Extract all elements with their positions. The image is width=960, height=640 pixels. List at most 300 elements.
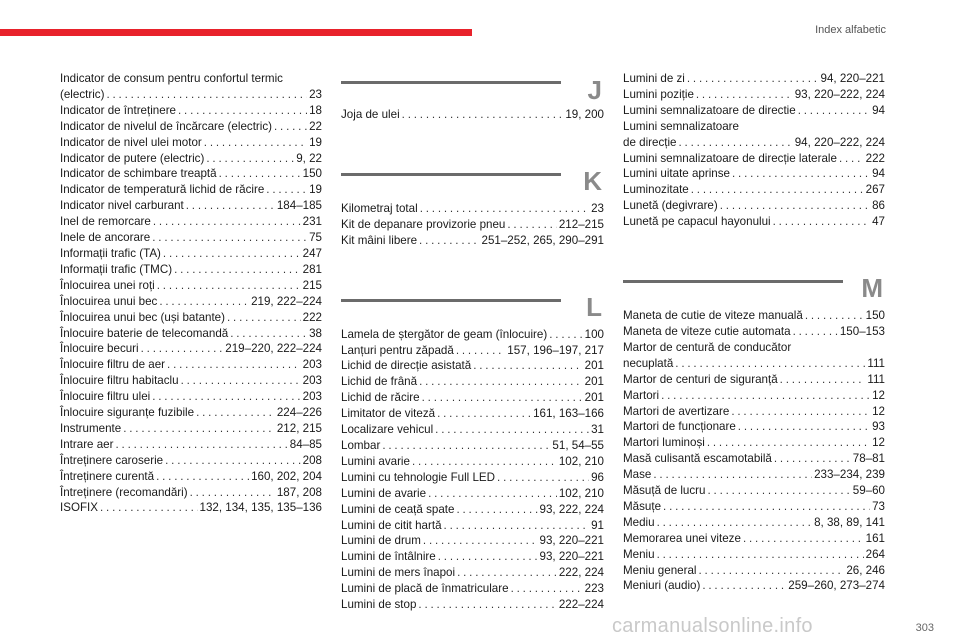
index-entry-text: Lumini uitate aprinse bbox=[623, 167, 730, 181]
index-entry bbox=[623, 182, 885, 198]
index-entry bbox=[623, 324, 885, 340]
index-entry-pages: 94 bbox=[872, 103, 885, 117]
index-entry-row bbox=[623, 419, 885, 435]
dot-leader bbox=[204, 135, 307, 151]
index-entry-row bbox=[60, 485, 322, 501]
index-entry-text: Indicator de putere (electric) bbox=[60, 151, 205, 165]
index-entry-row bbox=[60, 198, 322, 214]
index-entry-text: Măsuță de lucru bbox=[623, 484, 706, 498]
index-entry bbox=[623, 531, 885, 547]
index-entry-row bbox=[623, 87, 885, 103]
index-entry-pages: 18 bbox=[309, 103, 322, 117]
section-divider-l bbox=[341, 249, 604, 327]
index-entry bbox=[623, 308, 885, 324]
index-entry-pages: 19 bbox=[309, 135, 322, 149]
index-entry-text: Lumini de avarie bbox=[341, 486, 427, 500]
index-entry-row bbox=[341, 565, 604, 581]
index-entry-row bbox=[60, 373, 322, 389]
dot-leader bbox=[419, 374, 583, 390]
dot-leader bbox=[698, 563, 844, 579]
index-entry bbox=[341, 343, 604, 359]
index-entry-heading: Lumini semnalizatoare bbox=[623, 119, 739, 133]
index-entry bbox=[341, 438, 604, 454]
index-entry-text: Lumini de citit hartă bbox=[341, 518, 442, 532]
dot-leader bbox=[152, 230, 307, 246]
index-entry-pages: 23 bbox=[591, 201, 604, 215]
index-entry-text: Lumini de ceață spate bbox=[341, 502, 455, 516]
index-entry-row bbox=[341, 470, 604, 486]
index-entry-text: Lichid de frână bbox=[341, 375, 418, 389]
index-entry bbox=[60, 278, 322, 294]
index-entry bbox=[623, 515, 885, 531]
index-entry bbox=[60, 389, 322, 405]
index-entry-text: Înlocuirea unei roți bbox=[60, 278, 155, 292]
index-entry-pages: 96 bbox=[591, 470, 604, 484]
index-entry bbox=[341, 107, 604, 123]
index-entry-pages: 132, 134, 135, 135–136 bbox=[199, 501, 322, 515]
dot-leader bbox=[116, 437, 288, 453]
index-entry-row bbox=[60, 182, 322, 198]
index-entry-row bbox=[623, 182, 885, 198]
index-entry-row bbox=[623, 578, 885, 594]
index-entry-pages: 203 bbox=[302, 390, 322, 404]
dot-leader bbox=[422, 390, 583, 406]
index-entry-pages: 201 bbox=[584, 391, 604, 405]
dot-leader bbox=[106, 87, 307, 103]
index-entry-text: Maneta de viteze cutie automata bbox=[623, 324, 791, 338]
index-entry-text: Înlocuire baterie de telecomandă bbox=[60, 326, 229, 340]
index-entry-row bbox=[60, 469, 322, 485]
dot-leader bbox=[708, 483, 851, 499]
index-entry-row bbox=[341, 581, 604, 597]
index-entry-row bbox=[60, 453, 322, 469]
index-entry bbox=[623, 87, 885, 103]
index-entry-row bbox=[341, 502, 604, 518]
index-entry bbox=[623, 467, 885, 483]
index-entry bbox=[60, 182, 322, 198]
index-entry-pages: 19 bbox=[309, 183, 322, 197]
index-entry bbox=[60, 135, 322, 151]
index-entry bbox=[60, 341, 322, 357]
index-entry bbox=[341, 406, 604, 422]
dot-leader bbox=[657, 547, 864, 563]
index-entry-row bbox=[60, 326, 322, 342]
dot-leader bbox=[420, 201, 589, 217]
index-entry bbox=[60, 166, 322, 182]
index-entry bbox=[60, 230, 322, 246]
index-entry-pages: 231 bbox=[302, 215, 322, 229]
index-entry bbox=[60, 151, 322, 167]
index-entry-text: Joja de ulei bbox=[341, 108, 400, 121]
index-entry-text: Martori de avertizare bbox=[623, 404, 730, 418]
index-entry-row bbox=[60, 405, 322, 421]
dot-leader bbox=[412, 454, 557, 470]
index-entry-row bbox=[341, 597, 604, 613]
dot-leader bbox=[186, 198, 275, 214]
index-entry bbox=[341, 233, 604, 249]
index-entry bbox=[623, 214, 885, 230]
index-entry-pages: 150–153 bbox=[839, 324, 885, 338]
index-entry-text: Inel de remorcare bbox=[60, 215, 151, 229]
index-entry bbox=[60, 71, 322, 103]
index-entry-text: Lunetă (degivrare) bbox=[623, 199, 718, 213]
index-entry-text: (electric) bbox=[60, 87, 105, 101]
index-entry-row bbox=[60, 246, 322, 262]
index-entry-row bbox=[60, 103, 322, 119]
index-entry-text: Lumini poziție bbox=[623, 87, 694, 101]
index-entry bbox=[60, 326, 322, 342]
dot-leader bbox=[661, 388, 870, 404]
index-entry bbox=[60, 246, 322, 262]
dot-leader bbox=[691, 182, 864, 198]
index-entry-row bbox=[60, 500, 322, 516]
index-entry-pages: 187, 208 bbox=[276, 485, 322, 499]
section-letter: M bbox=[861, 273, 883, 304]
index-entry bbox=[623, 578, 885, 594]
index-entry-row bbox=[623, 404, 885, 420]
index-entry-row bbox=[60, 341, 322, 357]
index-entry-pages: 93, 220–221 bbox=[539, 550, 604, 564]
index-entry-text: Întreținere caroserie bbox=[60, 453, 164, 467]
index-entry-pages: 93, 220–221 bbox=[539, 534, 604, 548]
index-entry-row bbox=[623, 372, 885, 388]
index-entry bbox=[623, 166, 885, 182]
section-letter: L bbox=[586, 291, 602, 322]
dot-leader bbox=[507, 217, 557, 233]
index-entry-pages: 201 bbox=[584, 359, 604, 373]
index-entry bbox=[341, 327, 604, 343]
index-entry-row bbox=[623, 515, 885, 531]
index-entry-pages: 9, 22 bbox=[296, 151, 322, 165]
index-entry-pages: 222, 224 bbox=[558, 566, 604, 580]
index-entry-text: Întreținere curentă bbox=[60, 469, 155, 483]
section-divider-m bbox=[623, 230, 885, 308]
dot-leader bbox=[402, 107, 564, 123]
dot-leader bbox=[687, 71, 819, 87]
dot-leader bbox=[720, 198, 870, 214]
index-entry-text: Lumini cu tehnologie Full LED bbox=[341, 470, 496, 484]
index-entry bbox=[60, 103, 322, 119]
index-entry bbox=[60, 500, 322, 516]
index-entry bbox=[341, 422, 604, 438]
index-entry-text: Înlocuire filtru ulei bbox=[60, 390, 151, 404]
index-entry bbox=[623, 372, 885, 388]
index-entry-text: Înlocuire siguranțe fuzibile bbox=[60, 406, 195, 420]
index-entry-pages: 150 bbox=[865, 309, 885, 323]
index-entry-row bbox=[341, 233, 604, 249]
index-entry-pages: 93 bbox=[872, 420, 885, 434]
index-entry bbox=[623, 103, 885, 119]
index-entry-pages: 75 bbox=[309, 231, 322, 245]
index-entry-pages: 219, 222–224 bbox=[251, 294, 322, 308]
dot-leader bbox=[178, 103, 307, 119]
index-entry-text: Înlocuirea unui bec bbox=[60, 294, 158, 308]
index-entry-text: Lumini semnalizatoare de directie bbox=[623, 103, 796, 117]
dot-leader bbox=[653, 467, 812, 483]
dot-leader bbox=[206, 151, 294, 167]
index-entry-pages: 73 bbox=[872, 499, 885, 513]
index-entry-text: Instrumente bbox=[60, 421, 122, 435]
dot-leader bbox=[196, 405, 275, 421]
index-entry-text: Memorarea unei viteze bbox=[623, 531, 741, 545]
index-entry-pages: 86 bbox=[872, 199, 885, 213]
index-entry-text: Lanțuri pentru zăpadă bbox=[341, 343, 454, 357]
dot-leader bbox=[839, 151, 864, 167]
index-entry-pages: 203 bbox=[302, 374, 322, 388]
index-entry-pages: 91 bbox=[591, 518, 604, 532]
index-entry-row bbox=[60, 310, 322, 326]
index-entry-row bbox=[60, 389, 322, 405]
index-entry-text: Lumini de întâlnire bbox=[341, 550, 436, 564]
index-entry-text: necuplată bbox=[623, 356, 674, 370]
index-entry-text: Limitator de viteză bbox=[341, 407, 436, 421]
index-entry-pages: 212–215 bbox=[558, 217, 604, 231]
index-entry-row bbox=[623, 547, 885, 563]
index-entry-row bbox=[60, 357, 322, 373]
index-entry-pages: 222 bbox=[302, 310, 322, 324]
index-entry bbox=[60, 310, 322, 326]
index-entry bbox=[60, 453, 322, 469]
index-entry-pages: 247 bbox=[302, 246, 322, 260]
index-entry-pages: 233–234, 239 bbox=[814, 468, 885, 482]
index-entry bbox=[623, 499, 885, 515]
dot-leader bbox=[457, 565, 557, 581]
dot-leader bbox=[657, 515, 813, 531]
index-entry-text: Informații trafic (TA) bbox=[60, 246, 161, 260]
dot-leader bbox=[743, 531, 864, 547]
index-entry-text: de direcție bbox=[623, 135, 677, 149]
index-entry-text: Lumini avarie bbox=[341, 454, 410, 468]
index-entry-row bbox=[60, 87, 322, 103]
dot-leader bbox=[798, 103, 870, 119]
index-entry-text: Lumini semnalizatoare de direcție laterale bbox=[623, 151, 837, 165]
index-entry bbox=[341, 358, 604, 374]
dot-leader bbox=[141, 341, 224, 357]
dot-leader bbox=[435, 422, 589, 438]
index-entry-text: Lumini de placă de înmatriculare bbox=[341, 582, 509, 596]
index-entry-pages: 100 bbox=[584, 327, 604, 341]
index-entry-row bbox=[623, 214, 885, 230]
index-entry-pages: 47 bbox=[872, 215, 885, 229]
index-entry bbox=[341, 217, 604, 233]
index-entry-text: Indicator de nivel ulei motor bbox=[60, 135, 202, 149]
index-entry bbox=[341, 390, 604, 406]
dot-leader bbox=[549, 327, 582, 343]
index-entry-pages: 157, 196–197, 217 bbox=[507, 343, 604, 357]
index-entry-row bbox=[341, 217, 604, 233]
index-entry-pages: 111 bbox=[867, 372, 885, 386]
index-entry-row bbox=[341, 486, 604, 502]
index-entry bbox=[623, 451, 885, 467]
index-entry-row bbox=[341, 107, 604, 123]
index-entry-row bbox=[623, 483, 885, 499]
index-entry-row bbox=[60, 262, 322, 278]
index-entry-text: Lichid de direcție asistată bbox=[341, 359, 472, 373]
index-entry bbox=[341, 502, 604, 518]
index-entry-text: Înlocuirea unui bec (uși batante) bbox=[60, 310, 225, 324]
index-entry-pages: 281 bbox=[302, 262, 322, 276]
index-column-3 bbox=[623, 71, 885, 594]
dot-leader bbox=[181, 373, 301, 389]
index-entry-pages: 219–220, 222–224 bbox=[225, 342, 322, 356]
index-entry bbox=[341, 374, 604, 390]
index-entry bbox=[60, 198, 322, 214]
index-entry-text: Indicator nivel carburant bbox=[60, 199, 184, 213]
index-entry-pages: 31 bbox=[591, 423, 604, 437]
index-entry-row bbox=[623, 135, 885, 151]
dot-leader bbox=[473, 358, 582, 374]
index-entry-pages: 111 bbox=[867, 356, 885, 370]
index-entry bbox=[341, 201, 604, 217]
index-entry-text: Martori luminoși bbox=[623, 436, 705, 450]
index-entry-row bbox=[341, 533, 604, 549]
index-entry-text: Înlocuire becuri bbox=[60, 342, 139, 356]
dot-leader bbox=[153, 214, 301, 230]
index-entry bbox=[341, 533, 604, 549]
index-entry-pages: 222–224 bbox=[558, 598, 604, 612]
index-entry-pages: 8, 38, 89, 141 bbox=[814, 515, 885, 529]
index-entry bbox=[60, 262, 322, 278]
index-entry bbox=[623, 119, 885, 151]
index-entry-text: Lombar bbox=[341, 438, 381, 452]
dot-leader bbox=[156, 469, 249, 485]
index-entry-row bbox=[60, 437, 322, 453]
index-entry-row bbox=[623, 451, 885, 467]
index-entry-text: Martori bbox=[623, 388, 660, 402]
dot-leader bbox=[190, 485, 275, 501]
index-entry-row bbox=[623, 324, 885, 340]
dot-leader bbox=[163, 246, 301, 262]
index-entry-text: Lumini de zi bbox=[623, 72, 685, 85]
dot-leader bbox=[663, 499, 870, 515]
index-entry-text: Inele de ancorare bbox=[60, 231, 151, 245]
index-entry-row bbox=[341, 406, 604, 422]
index-entry bbox=[623, 563, 885, 579]
section-rule bbox=[341, 173, 561, 176]
index-entry-pages: 161, 163–166 bbox=[533, 407, 604, 421]
dot-leader bbox=[444, 518, 590, 534]
index-entry-row bbox=[341, 454, 604, 470]
index-entry-row bbox=[623, 499, 885, 515]
index-entry-text: Martori de funcționare bbox=[623, 420, 736, 434]
index-entry-pages: 184–185 bbox=[276, 199, 322, 213]
dot-leader bbox=[456, 502, 537, 518]
index-entry-row bbox=[60, 119, 322, 135]
dot-leader bbox=[679, 135, 793, 151]
index-entry-row bbox=[623, 71, 885, 87]
index-entry-pages: 94 bbox=[872, 167, 885, 181]
index-entry-text: Luminozitate bbox=[623, 183, 689, 197]
index-entry bbox=[623, 151, 885, 167]
index-entry-row bbox=[623, 103, 885, 119]
dot-leader bbox=[707, 435, 870, 451]
index-entry bbox=[341, 486, 604, 502]
index-entry-pages: 102, 210 bbox=[558, 454, 604, 468]
dot-leader bbox=[732, 166, 870, 182]
index-entry-pages: 51, 54–55 bbox=[552, 438, 604, 452]
index-entry bbox=[341, 454, 604, 470]
index-entry-row bbox=[623, 308, 885, 324]
index-entry-pages: 23 bbox=[309, 87, 322, 101]
index-entry-row bbox=[341, 518, 604, 534]
index-entry-pages: 94, 220–221 bbox=[820, 72, 885, 85]
dot-leader bbox=[167, 357, 301, 373]
dot-leader bbox=[152, 389, 300, 405]
index-entry-row bbox=[341, 327, 604, 343]
dot-leader bbox=[731, 404, 870, 420]
index-entry-text: Indicator de temperatură lichid de răcire bbox=[60, 183, 265, 197]
section-divider-k bbox=[341, 123, 604, 201]
index-entry-text: Indicator de întreținere bbox=[60, 103, 177, 117]
index-entry-pages: 93, 220–222, 224 bbox=[794, 87, 885, 101]
index-entry-heading: Indicator de consum pentru confortul termic bbox=[60, 72, 283, 85]
index-entry-pages: 78–81 bbox=[852, 452, 885, 466]
index-entry bbox=[60, 485, 322, 501]
dot-leader bbox=[428, 486, 557, 502]
index-entry bbox=[623, 404, 885, 420]
section-rule bbox=[341, 81, 561, 84]
index-entry-text: Lunetă pe capacul hayonului bbox=[623, 215, 771, 229]
index-entry bbox=[623, 483, 885, 499]
index-entry-text: Întreținere (recomandări) bbox=[60, 485, 188, 499]
index-entry-heading: Martor de centură de conducător bbox=[623, 340, 792, 354]
index-entry-pages: 203 bbox=[302, 358, 322, 372]
index-entry-pages: 215 bbox=[302, 278, 322, 292]
index-entry bbox=[623, 435, 885, 451]
index-entry-pages: 12 bbox=[872, 388, 885, 402]
index-entry-text: Lumini de drum bbox=[341, 534, 421, 548]
dot-leader bbox=[382, 438, 550, 454]
dot-leader bbox=[423, 533, 538, 549]
index-entry-row bbox=[60, 135, 322, 151]
index-entry-row bbox=[623, 563, 885, 579]
index-entry-row bbox=[623, 356, 885, 372]
index-entry-pages: 22 bbox=[309, 119, 322, 133]
dot-leader bbox=[266, 182, 307, 198]
index-entry-pages: 94, 220–222, 224 bbox=[794, 135, 885, 149]
dot-leader bbox=[419, 233, 479, 249]
index-entry-text: Indicator de nivelul de încărcare (electric) bbox=[60, 119, 273, 133]
dot-leader bbox=[773, 214, 870, 230]
index-entry-row bbox=[341, 358, 604, 374]
index-entry bbox=[60, 294, 322, 310]
dot-leader bbox=[274, 119, 307, 135]
dot-leader bbox=[456, 343, 505, 359]
index-entry bbox=[341, 565, 604, 581]
index-entry-row bbox=[341, 549, 604, 565]
index-entry-pages: 12 bbox=[872, 436, 885, 450]
index-entry-pages: 201 bbox=[584, 375, 604, 389]
index-entry bbox=[623, 340, 885, 372]
dot-leader bbox=[511, 581, 583, 597]
index-entry-row bbox=[623, 435, 885, 451]
index-entry-pages: 251–252, 265, 290–291 bbox=[481, 233, 604, 247]
index-entry-row bbox=[623, 388, 885, 404]
index-entry-pages: 59–60 bbox=[852, 484, 885, 498]
index-entry-row bbox=[60, 278, 322, 294]
index-entry-text: Lichid de răcire bbox=[341, 391, 420, 405]
dot-leader bbox=[805, 308, 864, 324]
watermark: carmanualsonline.info bbox=[612, 615, 813, 637]
index-entry bbox=[60, 421, 322, 437]
index-entry-text: Mase bbox=[623, 468, 652, 482]
index-entry bbox=[60, 357, 322, 373]
index-entry-text: Înlocuire filtru de aer bbox=[60, 358, 166, 372]
index-entry bbox=[623, 419, 885, 435]
index-entry bbox=[623, 388, 885, 404]
index-entry-pages: 222 bbox=[865, 151, 885, 165]
index-entry-pages: 208 bbox=[302, 453, 322, 467]
